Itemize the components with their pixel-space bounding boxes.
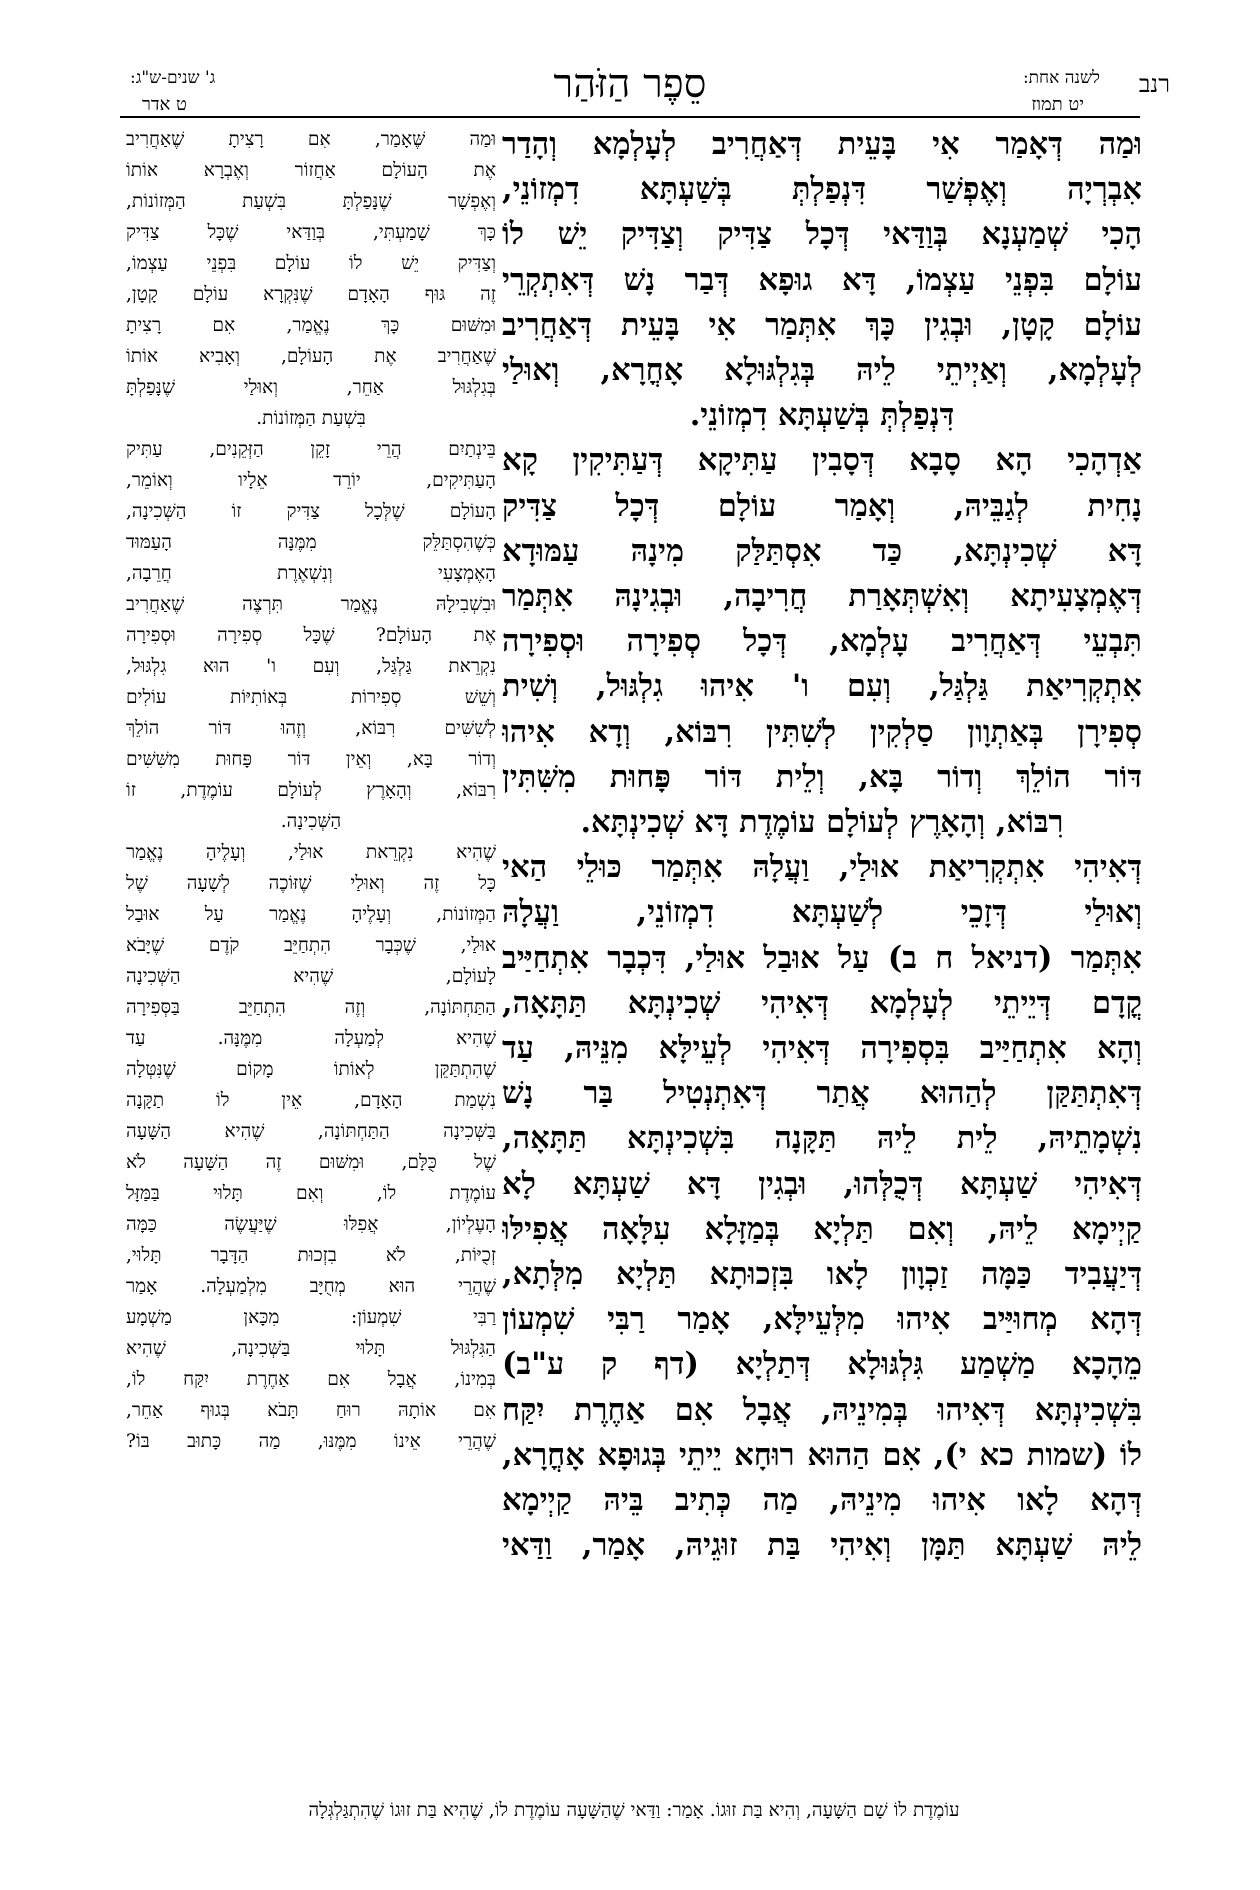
translation-text-line: שֶׁאַחֲרִיב אֶת הָעוֹלָם, וְאָבִיא אוֹתוֹ bbox=[126, 346, 496, 367]
translation-text-line: שֶׁהִיא לְמַעְלָה מִמֶּנָּה. עַד bbox=[126, 1028, 496, 1049]
main-text-line: נִשְׁמָתֵיהּ, לֵית לֵיהּ תַּקָּנָה בִּשְׁכִינְתָּא תַּתָּאָה, bbox=[502, 1120, 1142, 1157]
main-text-line: וְאוּלַי דְּזָכֵי לְשַׁעְתָּא דִמְזוֹנֵי, וַעֲלָהּ bbox=[502, 894, 1142, 931]
main-text-line: דְּאִיהִי אִתְקְרִיאַת אוּלַי, וַעֲלָהּ אִתְּמַר כּוּלֵי הַאי bbox=[502, 849, 1142, 886]
main-text-line: תִּבְעֵי דְּאַחֲרִיב עָלְמָא, דְּכָל סְפִירָה וּסְפִירָה bbox=[502, 623, 1142, 660]
reading-date-three-year: ט אדר bbox=[142, 94, 187, 115]
main-text-line: דָּא שְׁכִינְתָּא, כַּד אִסְתַּלַּק מִינָהּ עַמּוּדָא bbox=[502, 532, 1142, 569]
main-text-line: דְּהָא לָאו אִיהוּ מִינֵיהּ, מַה כְּתִיב בֵּיהּ קַיְימָא bbox=[502, 1482, 1142, 1519]
translation-text-line: וְשֵׁשׁ סְפִירוֹת בְּאוֹתִיּוֹת עוֹלִים bbox=[126, 687, 496, 708]
reading-schedule-one-year: לשנה אחת: bbox=[1022, 68, 1100, 88]
main-text-line: נָחִית לְגַבֵּיהּ, וְאָמַר עוֹלָם דְּכָל צַדִּיק bbox=[502, 487, 1142, 524]
main-text-line: אַדְהָכִי הָא סָבָא דְּסָבִין עַתִּיקָא דְּעַתִּיקִין קָא bbox=[502, 442, 1142, 479]
main-text-line: דְּהָא מְחוּיַּיב אִיהוּ מִלְּעֵילָּא, אָמַר רַבִּי שִׁמְעוֹן bbox=[502, 1301, 1142, 1338]
page-number: רנב bbox=[1138, 70, 1170, 98]
main-text-line: דִּנְפַלְתְּ בְּשַׁעְתָּא דִמְזוֹנֵי. bbox=[689, 397, 955, 434]
main-text-line: מֵהָכָא מַשְׁמַע גִּלְגּוּלָא דְּתַלְיָא (דף ק ע"ב) bbox=[502, 1346, 1142, 1383]
header-right bbox=[950, 64, 1170, 120]
translation-text-line: שֶׁהֲרֵי אֵינוֹ מִמֶּנּוּ, מַה כָּתוּב בּוֹ? bbox=[126, 1431, 496, 1452]
translation-text-line: הָעֶלְיוֹן, אֲפִלּוּ שֶׁיַּעֲשֶׂה כַּמָּה bbox=[126, 1214, 496, 1235]
translation-text-line: אֶת הָעוֹלָם? שֶׁכָּל סְפִירָה וּסְפִירָה bbox=[126, 625, 496, 646]
translation-text-line: וּבִשְׁבִילָהּ נֶאֱמַר תִּרְצֶה שֶׁאַחֲרִיב bbox=[126, 594, 496, 615]
translation-text-line: רַבִּי שִׁמְעוֹן: מִכָּאן מַשְׁמָע bbox=[126, 1307, 496, 1328]
main-text-line: לְעָלְמָא, וְאַיְיתֵי לֵיהּ בְּגִלְגּוּלָא אָחֳרָא, וְאוּלַי bbox=[502, 352, 1142, 389]
translation-text-line: שֶׁהִיא נִקְרֵאת אוּלַי, וְעָלֶיהָ נֶאֱמַר bbox=[126, 842, 496, 863]
translation-text-line: וְאֶפְשָׁר שֶׁנָּפַלְתָּ בִּשְׁעַת הַמְּזוֹנוֹת, bbox=[126, 191, 496, 212]
main-text-line: הָכִי שְׁמַעְנָא בְּוַדַּאי דְּכָל צַדִּיק וְצַדִּיק יֵשׁ לוֹ bbox=[502, 216, 1142, 253]
aramaic-main-column bbox=[502, 122, 1142, 1790]
main-text-line: לוֹ (שמות כא י), אִם הַהוּא רוּחָא יֵיתֵי בְּגוּפָא אָחֳרָא, bbox=[502, 1436, 1142, 1473]
translation-text-line: שֶׁל כֻּלָּם, וּמִשּׁוּם זֶה הַשָּׁעָה לֹא bbox=[126, 1152, 496, 1173]
main-text-line: עוֹלָם בִּפְנֵי עַצְמוֹ, דָּא גוּפָא דְּבַר נָשׁ דְּאִתְקְרֵי bbox=[502, 261, 1142, 298]
reading-schedule-three-year: ג' שנים-ש"ג: bbox=[130, 68, 216, 88]
translation-text-line: וְצַדִּיק יֵשׁ לוֹ עוֹלָם בִּפְנֵי עַצְמוֹ, bbox=[126, 253, 496, 274]
translation-text-line: הָעוֹלָם שֶׁלְּכָל צַדִּיק זוֹ הַשְּׁכִינָה, bbox=[126, 501, 496, 522]
translation-text-line: עוֹמֶדֶת לוֹ, וְאִם תָּלוּי בַּמַּזָּל bbox=[126, 1183, 496, 1204]
translation-text-line: אִם אוֹתָהּ רוּחַ תָּבֹא בְּגוּף אַחֵר, bbox=[126, 1400, 496, 1421]
main-text-line: דּוֹר הוֹלֵךְ וְדוֹר בָּא, וְלֵית דּוֹר פָּחוּת מִשִּׁתִּין bbox=[502, 758, 1142, 795]
translation-text-line: נִקְרֵאת גַּלְגַּל, וְעִם ו' הוּא גִלְגּוּל, bbox=[126, 656, 496, 677]
translation-text-line: רִבּוֹא, וְהָאָרֶץ לְעוֹלָם עוֹמֶדֶת, זוֹ bbox=[126, 780, 496, 801]
translation-text-line: בְּמִינוֹ, אֲבָל אִם אַחֶרֶת יִקַּח לוֹ, bbox=[126, 1369, 496, 1390]
main-text-line: אִתְּמַר (דניאל ח ב) עַל אוּבַל אוּלַי, דִּכְבָר אִתְחַיַּיב bbox=[502, 939, 1142, 976]
translation-text-line: לָעוֹלָם, שֶׁהִיא הַשְּׁכִינָה bbox=[126, 966, 496, 987]
main-text-line: אִתְקְרִיאַת גַּלְגַּל, וְעִם ו' אִיהוּ גִלְגּוּל, וְשִׁית bbox=[502, 668, 1142, 705]
reading-date-one-year: יט תמוז bbox=[1031, 94, 1084, 115]
hebrew-translation-column bbox=[126, 124, 496, 1794]
translation-text-line: כָּל זֶה וְאוּלַי שֶׁזּוֹכֶה לְשָׁעָה שֶׁל bbox=[126, 873, 496, 894]
translation-continuation-line: עוֹמֶדֶת לוֹ שָׁם הַשָּׁעָה, וְהִיא בַּת זוּגוֹ. אָמַר: וַדַּאי שֶׁהַשָּׁעָה עוֹמֶדֶת לוֹ, שֶׁהִיא בַּת זוּגוֹ שֶׁהִתְגַּלְגְּלָה bbox=[308, 1800, 960, 1821]
main-text-line: דְּאִתְתַּקַּן לְהַהוּא אֲתַר דְּאִתְנְטִיל בַּר נָשׁ bbox=[502, 1075, 1142, 1112]
main-text-line: דְּאֶמְצָעִיתָא וְאִשְׁתְּאָרַת חֲרִיבָה, וּבְגִינָהּ אִתְּמַר bbox=[502, 578, 1142, 615]
translation-text-line: שֶׁהֲרֵי הוּא מְחֻיָּב מִלְמַעְלָה. אָמַר bbox=[126, 1276, 496, 1297]
translation-text-line: הָאֶמְצָעִי וְנִשְׁאֶרֶת חֲרֵבָה, bbox=[126, 563, 496, 584]
translation-text-line: אוּלַי, שֶׁכְּבָר הִתְחַיֵּב קֹדֶם שֶׁיָּבֹא bbox=[126, 935, 496, 956]
main-text-line: עוֹלָם קָטָן, וּבְגִין כָּךְ אִתְּמַר אִי בָּעֵית דְּאַחֲרִיב bbox=[502, 306, 1142, 343]
translation-text-line: הַשְּׁכִינָה. bbox=[280, 811, 342, 832]
header-rule bbox=[120, 116, 1140, 118]
translation-text-line: וּמִשּׁוּם כָּךְ נֶאֱמַר, אִם רָצִיתָ bbox=[126, 315, 496, 336]
main-text-line: קַיְימָא לֵיהּ, וְאִם תַּלְיָא בְּמַזָּלָא עִלָּאָה אֲפִילּוּ bbox=[502, 1210, 1142, 1247]
translation-text-line: בֵּינְתַיִם הֲרֵי זָקֵן הַזְּקֵנִים, עַתִּיק bbox=[126, 439, 496, 460]
translation-text-line: זֶה גּוּף הָאָדָם שֶׁנִּקְרָא עוֹלָם קָטָן, bbox=[126, 284, 496, 305]
translation-text-line: הַמְּזוֹנוֹת, וְעָלֶיהָ נֶאֱמַר עַל אוּבַל bbox=[126, 904, 496, 925]
main-text-line: דְּיַעֲבִיד כַּמָּה זַכְוָון לָאו בִּזְכוּתָא תַּלְיָא מִלְּתָא, bbox=[502, 1256, 1142, 1293]
translation-text-line: בְּגִלְגּוּל אַחֵר, וְאוּלַי שֶׁנָּפַלְתָּ bbox=[126, 377, 496, 398]
main-text-line: סְפִירָן בְּאַתְוָון סַלְקִין לְשִׁתִּין רִבּוֹא, וְדָא אִיהוּ bbox=[502, 713, 1142, 750]
translation-text-line: אֶת הָעוֹלָם אַחֲזוֹר וְאֶבְרָא אוֹתוֹ bbox=[126, 160, 496, 181]
translation-text-line: נִשְׁמַת הָאָדָם, אֵין לוֹ תַקָּנָה bbox=[126, 1090, 496, 1111]
main-text-line: קֳדָם דְּיֵיתֵי לְעָלְמָא דְּאִיהִי שְׁכִינְתָּא תַּתָּאָה, bbox=[502, 984, 1142, 1021]
translation-text-line: וּמַה שֶּׁאָמַר, אִם רָצִיתָ שֶׁאַחֲרִיב bbox=[126, 129, 496, 150]
translation-text-line: כְּשֶׁהִסְתַּלֵּק מִמֶּנָּה הָעַמּוּד bbox=[126, 532, 496, 553]
main-text-line: וְהָא אִתְחַיַּיב בִּסְפִירָה דְּאִיהִי לְעֵילָּא מִנֵּיהּ, עַד bbox=[502, 1030, 1142, 1067]
main-text-line: אִבְרְיָה וְאֶפְשַׁר דִּנְפַלְתְּ בְּשַׁעְתָּא דִמְזוֹנֵי, bbox=[502, 171, 1142, 208]
book-title: סֵפֶר הַזֹּהַר bbox=[553, 61, 707, 107]
translation-text-line: לְשִׁשִּׁים רִבּוֹא, וְזֶהוּ דּוֹר הוֹלֵךְ bbox=[126, 718, 496, 739]
translation-text-line: שֶׁהִתְתַּקֵּן לְאוֹתוֹ מָקוֹם שֶׁנִּטְּלָה bbox=[126, 1059, 496, 1080]
translation-text-line: זְכֻיּוֹת, לֹא בִזְכוּת הַדָּבָר תָּלוּי, bbox=[126, 1245, 496, 1266]
main-text-line: רִבּוֹא, וְהָאָרֶץ לְעוֹלָם עוֹמֶדֶת דָּא שְׁכִינְתָּא. bbox=[580, 804, 1064, 841]
translation-text-line: וְדוֹר בָּא, וְאֵין דּוֹר פָּחוּת מִשִּׁשִּׁים bbox=[126, 749, 496, 770]
header-left bbox=[120, 64, 340, 120]
translation-text-line: הַגִּלְגּוּל תָּלוּי בַּשְּׁכִינָה, שֶׁהִיא bbox=[126, 1338, 496, 1359]
translation-text-line: בַּשְּׁכִינָה הַתַּחְתּוֹנָה, שֶׁהִיא הַשָּׁעָה bbox=[126, 1121, 496, 1142]
translation-text-line: הַתַּחְתּוֹנָה, וְזֶה הִתְחַיֵּב בַּסְּפִירָה bbox=[126, 997, 496, 1018]
translation-text-line: כָּךְ שָׁמַעְתִּי, בְּוַדַּאי שֶׁכָּל צַדִּיק bbox=[126, 222, 496, 243]
main-text-line: בִּשְׁכִינְתָּא דְּאִיהוּ בְּמִינֵיהּ, אֲבָל אִם אַחֶרֶת יִקַּח bbox=[502, 1391, 1142, 1428]
main-text-line: לֵיהּ שַׁעְתָּא תַּמָּן וְאִיהִי בַּת זוּגֵיהּ, אָמַר, וַדַּאי bbox=[502, 1527, 1142, 1564]
translation-text-line: הָעַתִּיקִים, יוֹרֵד אֵלָיו וְאוֹמֵר, bbox=[126, 470, 496, 491]
main-text-line: דְּאִיהִי שַׁעְתָּא דְּכֻלְּהוּ, וּבְגִין דָּא שַׁעְתָּא לָא bbox=[502, 1165, 1142, 1202]
translation-text-line: בִּשְׁעַת הַמְּזוֹנוֹת. bbox=[256, 408, 366, 429]
main-text-line: וּמַה דְּאָמַר אִי בָּעֵית דְּאַחֲרִיב לְעָלְמָא וְהָדַר bbox=[502, 126, 1142, 162]
